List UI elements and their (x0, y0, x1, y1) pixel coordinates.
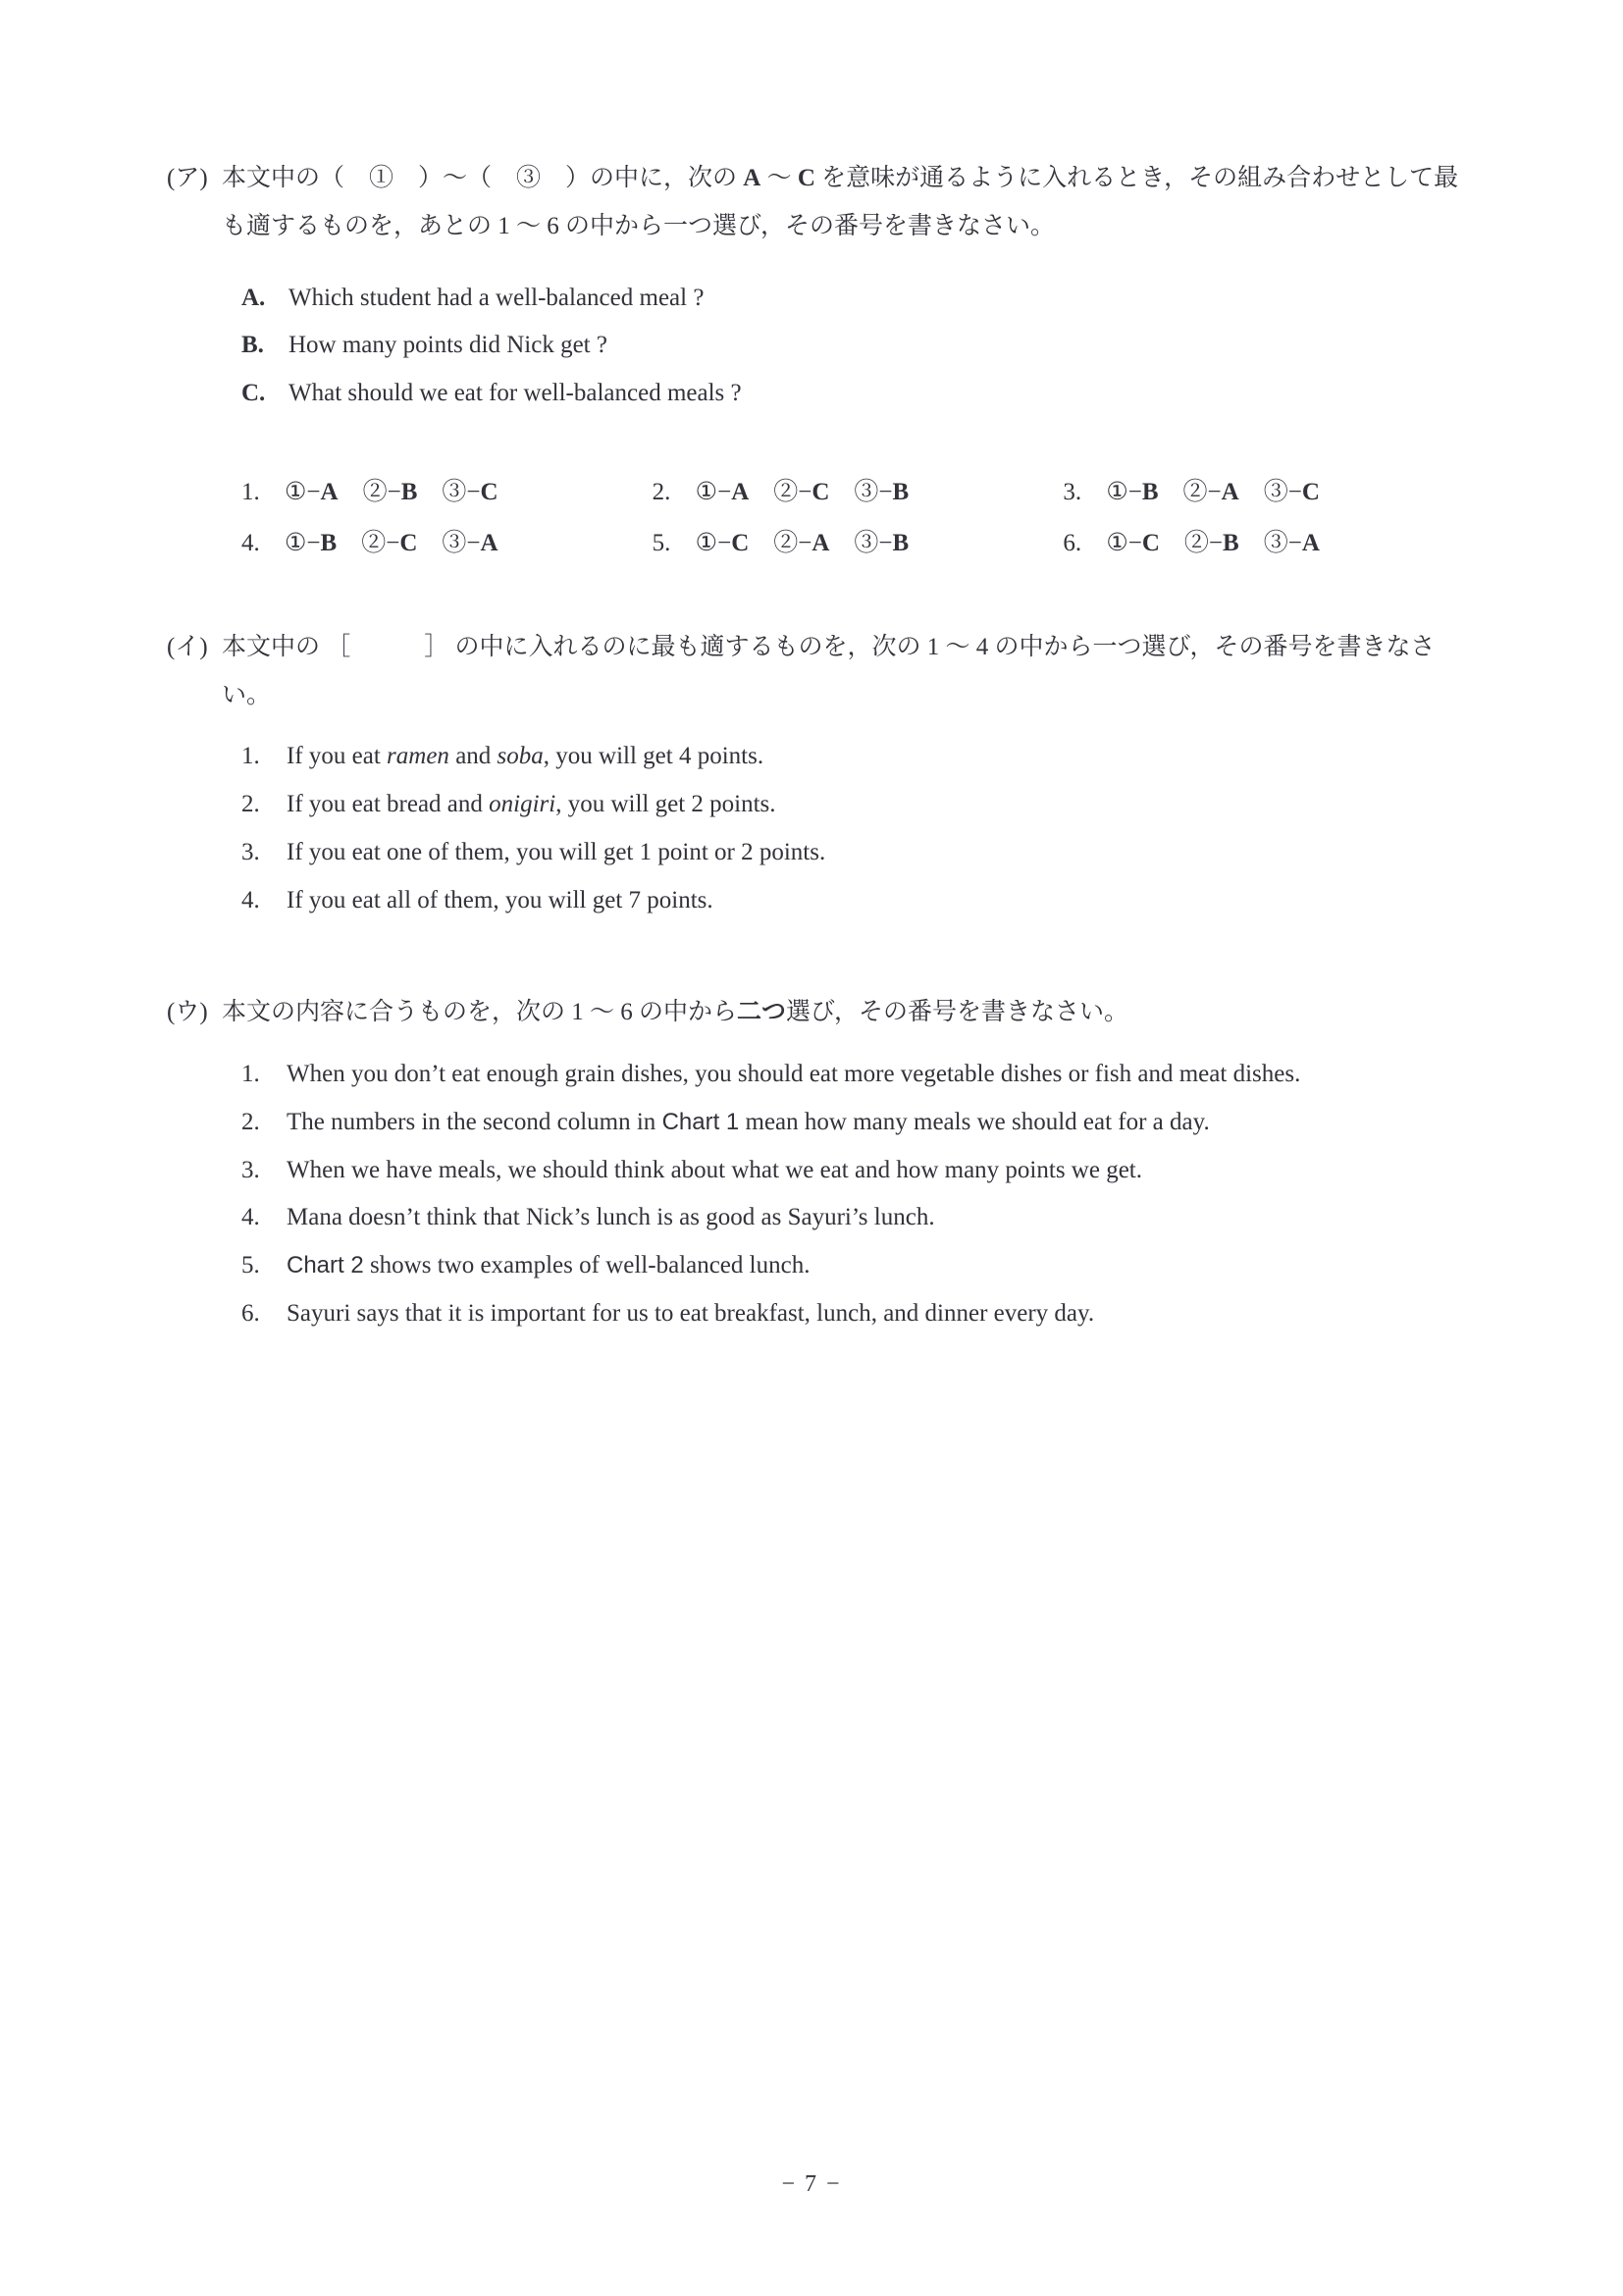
question-i-item-2 (241, 781, 1474, 829)
question-i-header (167, 624, 1474, 720)
combo-choice-2-number: 2. (652, 478, 671, 505)
question-i-instruction: 本文中の ［ ］ の中に入れるのに最も適するものを，次の 1 ～ 4 の中から一つ選び，その番号を書きなさい。 (222, 633, 1436, 708)
question-i-items (241, 733, 1474, 924)
combo-choice-3-pairs: ①−B ②−A ③−C (1106, 478, 1320, 505)
combo-choice-2-pairs: ①−A ②−C ③−B (695, 478, 910, 505)
question-u-item-6 (241, 1290, 1474, 1338)
combo-choice-4 (241, 518, 653, 569)
item-number: 3. (241, 838, 260, 865)
option-a (241, 275, 1474, 323)
question-a-instruction: 本文中の（ ① ）～（ ③ ）の中に，次の A ～ C を意味が通るように入れるとき，その組み合わせとして最も適するものを，あとの 1 ～ 6 の中から一つ選び，その番号を書きなさい。 (222, 165, 1459, 239)
question-a-label: (ア) (167, 165, 208, 191)
option-b (241, 322, 1474, 370)
combo-choice-6-pairs: ①−C ②−B ③−A (1106, 529, 1320, 556)
option-c-letter: C. (241, 380, 266, 406)
item-number: 1. (241, 1061, 260, 1087)
question-u-header (167, 989, 1474, 1037)
item-text: If you eat all of them, you will get 7 points. (287, 886, 713, 913)
item-text: When we have meals, we should think about what we eat and how many points we get. (287, 1156, 1142, 1183)
item-text: If you eat bread and onigiri, you will get 2 points. (287, 791, 776, 817)
question-u-item-3 (241, 1147, 1474, 1195)
question-i (167, 624, 1474, 925)
combo-choice-1-pairs: ①−A ②−B ③−C (285, 478, 498, 505)
item-text: The numbers in the second column in Chart 1 mean how many meals we should eat for a day. (287, 1108, 1210, 1135)
question-a-header (167, 155, 1474, 251)
item-text: If you eat ramen and soba, you will get 4 points. (287, 743, 764, 770)
question-a-options (241, 275, 1474, 418)
item-number: 1. (241, 743, 260, 770)
option-a-letter: A. (241, 284, 266, 311)
item-number: 3. (241, 1156, 260, 1183)
combo-choice-5-number: 5. (652, 529, 671, 556)
combo-choice-6 (1063, 518, 1474, 569)
combination-choices (241, 467, 1474, 569)
question-i-item-1 (241, 733, 1474, 781)
question-i-label: (イ) (167, 633, 208, 660)
question-u-instruction: 本文の内容に合うものを，次の 1 ～ 6 の中から二つ選び，その番号を書きなさい。 (222, 999, 1129, 1026)
item-number: 2. (241, 1108, 260, 1135)
item-number: 6. (241, 1299, 260, 1327)
combo-choice-3 (1063, 467, 1474, 518)
item-number: 4. (241, 1204, 260, 1231)
question-a (167, 155, 1474, 569)
item-text: Chart 2 shows two examples of well-balanced lunch. (287, 1252, 811, 1278)
question-u-label: (ウ) (167, 999, 208, 1026)
page-number: − 7 − (781, 2171, 842, 2197)
combo-choice-6-number: 6. (1063, 529, 1082, 556)
question-u-items (241, 1051, 1474, 1338)
combo-choice-3-number: 3. (1063, 478, 1082, 505)
combo-choice-4-number: 4. (241, 529, 260, 556)
option-c-text: What should we eat for well-balanced meals ? (288, 380, 742, 406)
question-i-item-3 (241, 829, 1474, 877)
question-u (167, 989, 1474, 1337)
combo-choice-4-pairs: ①−B ②−C ③−A (285, 529, 498, 556)
option-a-text: Which student had a well-balanced meal ? (288, 284, 705, 311)
option-c (241, 370, 1474, 418)
question-u-item-5 (241, 1242, 1474, 1290)
item-number: 2. (241, 791, 260, 817)
combo-row-1 (241, 467, 1474, 518)
question-u-item-2 (241, 1099, 1474, 1147)
question-i-item-4 (241, 877, 1474, 925)
question-u-item-4 (241, 1194, 1474, 1242)
option-b-text: How many points did Nick get ? (288, 332, 607, 359)
item-text: If you eat one of them, you will get 1 point or 2 points. (287, 838, 826, 865)
combo-choice-2 (653, 467, 1064, 518)
item-number: 4. (241, 886, 260, 913)
option-b-letter: B. (241, 332, 264, 359)
item-number: 5. (241, 1252, 260, 1278)
question-u-item-1 (241, 1051, 1474, 1099)
item-text: Mana doesn’t think that Nick’s lunch is as good as Sayuri’s lunch. (287, 1204, 935, 1231)
combo-row-2 (241, 518, 1474, 569)
combo-choice-5-pairs: ①−C ②−A ③−B (695, 529, 910, 556)
item-text: When you don’t eat enough grain dishes, you should eat more vegetable dishes or fish and meat dishes. (287, 1061, 1301, 1087)
combo-choice-1 (241, 467, 653, 518)
combo-choice-5 (653, 518, 1064, 569)
item-text: Sayuri says that it is important for us to eat breakfast, lunch, and dinner every day. (287, 1299, 1095, 1327)
combo-choice-1-number: 1. (241, 478, 260, 505)
